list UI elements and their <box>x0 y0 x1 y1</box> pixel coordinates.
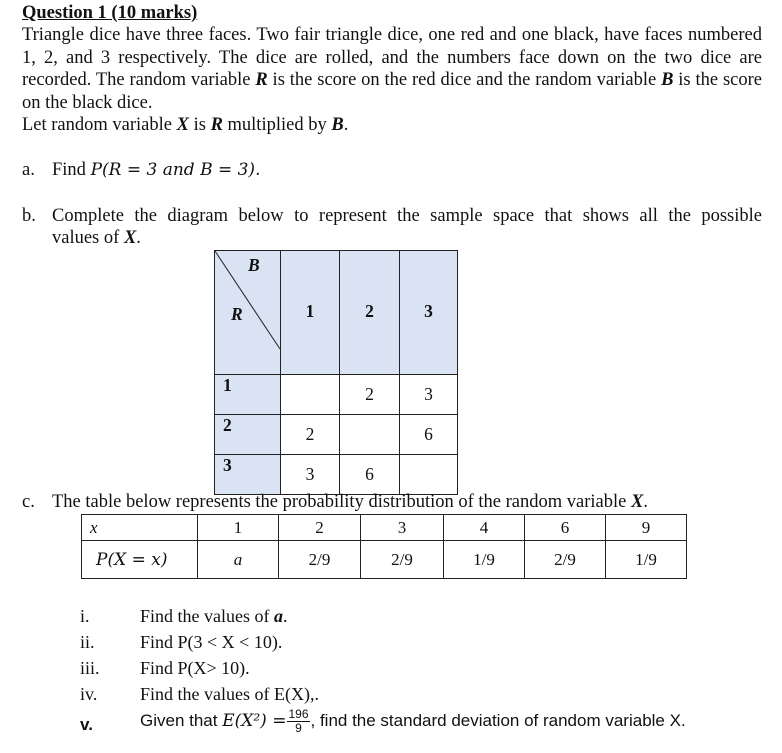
grid-col-header: 1 <box>281 251 340 375</box>
grid-cell <box>281 375 340 415</box>
dist-p-value: 1/9 <box>444 541 525 579</box>
intro-text-3: is the score on the black dice. <box>22 70 763 113</box>
part-c <box>22 492 648 513</box>
sample-space-grid <box>214 250 458 495</box>
part-b <box>22 206 762 249</box>
grid-row-header: 3 <box>215 455 281 495</box>
dist-x-value: 9 <box>606 515 687 541</box>
grid-corner-b: B <box>248 255 260 275</box>
subq-i-end: . <box>282 606 288 626</box>
frac-numerator: 196 <box>288 707 309 721</box>
grid-row-header: 1 <box>215 375 281 415</box>
grid-row-header: 2 <box>215 415 281 455</box>
part-b-line2: values of <box>52 228 124 248</box>
subq-label: iv. <box>80 684 98 704</box>
grid-col-header: 3 <box>400 251 458 375</box>
dist-x-value: 2 <box>279 515 361 541</box>
grid-corner-cell <box>215 251 281 375</box>
part-c-label: c. <box>22 492 35 512</box>
grid-cell <box>340 415 400 455</box>
grid-cell: 2 <box>340 375 400 415</box>
dist-x-value: 1 <box>198 515 279 541</box>
dist-p-value: 2/9 <box>361 541 444 579</box>
intro-text-1: Triangle dice have three faces. Two fair triangle dice, one red and one black, have faces numbered 1, 2, and 3 respectively. The dice are rolled, and the numbers face down on the two dice are recorded. The random variable <box>22 25 762 91</box>
part-a-text: Find <box>52 160 91 180</box>
subq-iv: Find the values of E(X),. <box>140 684 319 704</box>
dist-p-value: a <box>198 541 279 579</box>
intro-text-7: . <box>343 115 349 136</box>
var-r: R <box>255 70 268 91</box>
intro-text-6: multiplied by <box>222 115 332 136</box>
part-b-var-x: X <box>123 228 137 248</box>
question-heading: Question 1 (10 marks) <box>22 3 198 23</box>
grid-cell: 3 <box>400 375 458 415</box>
var-b: B <box>661 70 674 91</box>
grid-cell: 3 <box>281 455 340 495</box>
var-b-2: B <box>331 115 344 136</box>
part-b-line1: Complete the diagram below to represent the sample space that shows all the possible <box>52 206 762 226</box>
dist-x-label: x <box>82 515 198 541</box>
subq-label: iii. <box>80 658 100 678</box>
grid-col-header: 2 <box>340 251 400 375</box>
part-b-period: . <box>136 228 141 248</box>
dist-p-value: 2/9 <box>525 541 606 579</box>
grid-cell <box>400 455 458 495</box>
subq-i-text: Find the values of <box>140 606 274 626</box>
dist-x-value: 3 <box>361 515 444 541</box>
subq-i <box>140 606 287 627</box>
grid-cell: 6 <box>400 415 458 455</box>
subq-iii: Find P(X> 10). <box>140 658 250 678</box>
grid-cell: 6 <box>340 455 400 495</box>
subq-v-text: Given that <box>140 710 223 730</box>
dist-x-value: 6 <box>525 515 606 541</box>
subq-i-var: a <box>273 606 283 626</box>
dist-p-label: P(X = x) <box>82 541 198 579</box>
part-c-var-x: X <box>630 492 644 512</box>
dist-p-value: 2/9 <box>279 541 361 579</box>
part-a <box>22 160 260 181</box>
subq-v-math: E(X²) = <box>222 710 287 731</box>
intro-text-5: is <box>188 115 211 136</box>
var-r-2: R <box>210 115 223 136</box>
subq-v-text-after: , find the standard deviation of random variable X. <box>310 710 686 730</box>
question-intro <box>22 24 762 137</box>
frac-denominator: 9 <box>295 721 302 735</box>
probability-distribution-table <box>81 514 687 579</box>
grid-cell: 2 <box>281 415 340 455</box>
part-a-math: P(R = 3 and B = 3). <box>90 160 261 180</box>
subq-v <box>140 708 686 735</box>
subq-label: ii. <box>80 632 95 652</box>
subq-ii: Find P(3 < X < 10). <box>140 632 283 652</box>
dist-p-value: 1/9 <box>606 541 687 579</box>
fraction-196-9 <box>287 708 309 735</box>
intro-text-4: Let random variable <box>22 115 177 136</box>
part-a-label: a. <box>22 160 35 180</box>
intro-text-2: is the score on the red dice and the random variable <box>267 70 662 91</box>
part-b-label: b. <box>22 206 36 226</box>
grid-corner-r: R <box>231 304 243 324</box>
part-c-period: . <box>643 492 648 512</box>
var-x: X <box>176 115 189 136</box>
dist-x-value: 4 <box>444 515 525 541</box>
part-c-text: The table below represents the probability distribution of the random variable <box>52 492 631 512</box>
subq-label: v. <box>80 715 93 734</box>
subq-label: i. <box>80 606 90 626</box>
